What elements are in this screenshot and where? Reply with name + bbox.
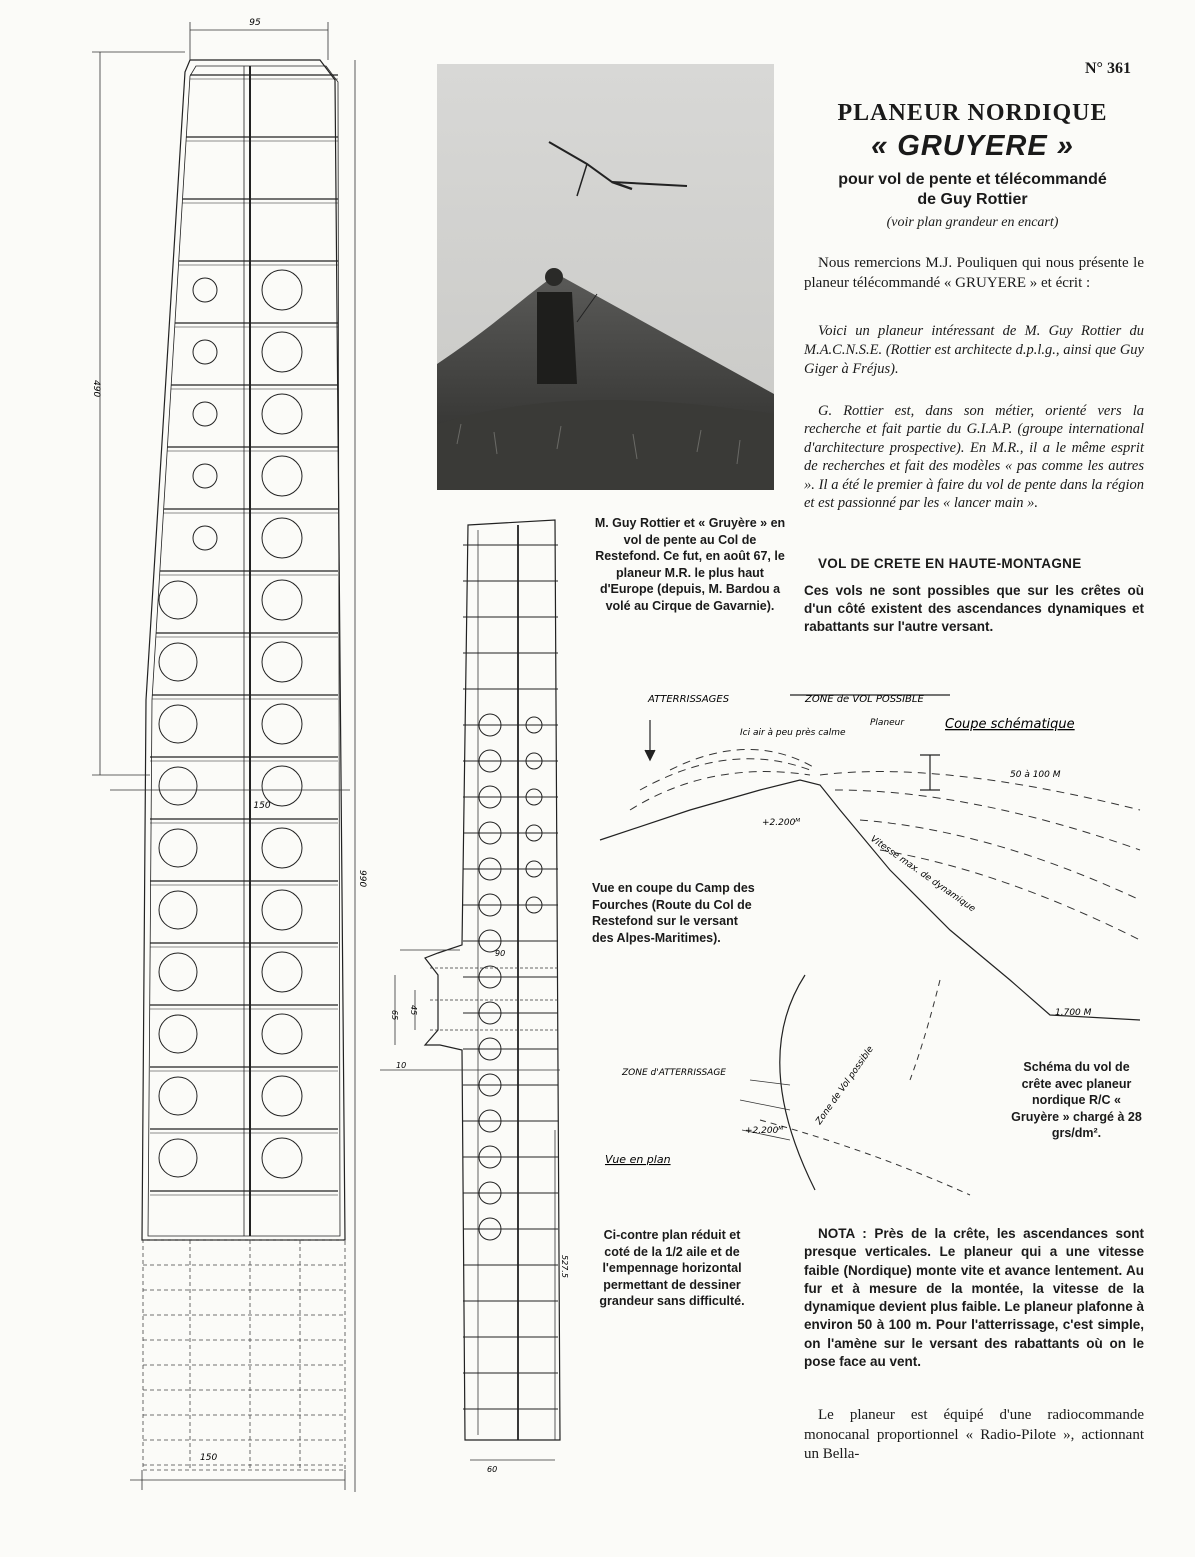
lightening-hole <box>159 1015 197 1053</box>
italic-paragraph-1: Voici un planeur intéressant de M. Guy Rottier du M.A.C.N.S.E. (Rottier est architecte d.p.l.g., ainsi que Guy Giger à Fréjus). <box>804 323 1144 377</box>
label-vue-plan: Vue en plan <box>605 1153 671 1166</box>
issue-number: N° 361 <box>1085 60 1131 77</box>
label-alt-2200-b: +2.200ᴹ <box>745 1126 784 1136</box>
label-alt-1700: 1.700 M <box>1055 1008 1092 1018</box>
dim-527: 527.5 <box>560 1255 569 1278</box>
lightening-hole <box>262 642 302 682</box>
italic-paragraph-2: G. Rottier est, dans son métier, orienté vers la recherche et fait partie du G.I.A.P. (groupe international d'architecture prospective). En M.R., il a le même esprit de recherches et fait des modèles « pas comme les autres ». Il a été le premier à faire du vol de pente dans la région et est passionné par les « lancer main ». <box>804 403 1144 512</box>
plan-caption: Ci-contre plan réduit et coté de la 1/2 aile et de l'empennage horizontal permettant de dessiner grandeur sans difficulté. <box>599 1228 745 1308</box>
lightening-hole <box>193 340 217 364</box>
lightening-hole <box>193 278 217 302</box>
lightening-hole <box>193 526 217 550</box>
subtitle-line-1: pour vol de pente et télécommandé <box>838 171 1107 188</box>
lightening-hole <box>262 518 302 558</box>
label-alt-2200: +2.200ᴹ <box>762 818 801 828</box>
closing-paragraph: Le planeur est équipé d'une radiocommande monocanal proportionnel « Radio-Pilote », actionnant un Bella- <box>804 1407 1144 1462</box>
lightening-hole <box>262 456 302 496</box>
ridge-arc <box>780 975 815 1190</box>
section-body: Ces vols ne sont possibles que sur les crêtes où d'un côté existent des ascendances dynamiques et rabattants sur l'autre versant. <box>804 583 1144 634</box>
lightening-hole <box>262 270 302 310</box>
lightening-hole <box>262 394 302 434</box>
section-heading: VOL DE CRETE EN HAUTE-MONTAGNE <box>818 556 1082 571</box>
article-subtitle <box>800 170 1145 210</box>
lightening-hole <box>262 704 302 744</box>
label-coupe: Coupe schématique <box>945 717 1075 732</box>
intro-paragraph: Nous remercions M.J. Pouliquen qui nous présente le planeur télécommandé « GRUYERE » et écrit : <box>804 255 1144 291</box>
lightening-hole <box>262 952 302 992</box>
coupe-caption: Vue en coupe du Camp des Fourches (Route du Col de Restefond sur le versant des Alpes-Maritimes). <box>592 881 755 945</box>
lightening-hole <box>159 705 197 743</box>
lightening-hole <box>262 828 302 868</box>
article-title: PLANEUR NORDIQUE <box>837 100 1108 126</box>
label-zone-atterrissage: ZONE d'ATTERRISSAGE <box>622 1068 726 1078</box>
subtitle-line-2: de Guy Rottier <box>917 191 1028 208</box>
wing-outline <box>142 60 345 1240</box>
lightening-hole <box>193 464 217 488</box>
label-zone-vol-possible: Zone de Vol possible <box>814 1044 876 1127</box>
lightening-hole <box>159 953 197 991</box>
dim-10: 10 <box>396 1061 407 1070</box>
lightening-hole <box>262 332 302 372</box>
lightening-hole <box>262 890 302 930</box>
label-vitesse: Vitesse max. de dynamique <box>868 834 977 915</box>
lightening-hole <box>159 1077 197 1115</box>
dim-60: 60 <box>487 1465 498 1474</box>
nota-paragraph: NOTA : Près de la crête, les ascendances sont presque verticales. Le planeur qui a une vitesse faible (Nordique) monte vite et avance lentement. Au fur et à mesure de la montée, la vitesse de la dynamique devient plus faible. Le planeur plafonne à environ 50 à 100 m. Pour l'atterrissage, c'est simple, on l'amène sur le versant des rabattants où on le pose face au vent. <box>804 1226 1144 1370</box>
glider-name: « GRUYERE » <box>871 130 1074 162</box>
label-zone-vol: ZONE de VOL POSSIBLE <box>805 694 924 705</box>
dim-990: 990 <box>357 870 367 888</box>
label-planeur: Planeur <box>870 718 905 728</box>
plan-view-sketch <box>590 960 1010 1200</box>
lightening-hole <box>159 1139 197 1177</box>
lightening-hole <box>159 643 197 681</box>
schema-caption: Schéma du vol de crête avec planeur nordique R/C « Gruyère » chargé à 28 grs/dm². <box>1011 1060 1142 1140</box>
dim-90: 90 <box>495 949 506 958</box>
label-ici-air: Ici air à peu près calme <box>740 728 846 738</box>
lightening-hole <box>262 1014 302 1054</box>
photo-caption: M. Guy Rottier et « Gruyère » en vol de pente au Col de Restefond. Ce fut, en août 67, le planeur M.R. le plus haut d'Europe (depuis, M. Bardou a volé au Cirque de Gavarnie). <box>594 516 786 613</box>
lightening-hole <box>159 891 197 929</box>
dim-45: 45 <box>409 1005 418 1016</box>
tail-outline <box>425 520 560 1440</box>
lightening-hole <box>159 829 197 867</box>
lightening-hole <box>262 1138 302 1178</box>
dim-65: 65 <box>390 1010 399 1021</box>
lightening-hole <box>262 1076 302 1116</box>
lightening-hole <box>262 766 302 806</box>
subtitle-note: (voir plan grandeur en encart) <box>886 215 1059 230</box>
dim-150-bottom: 150 <box>200 1453 218 1463</box>
label-alt-range: 50 à 100 M <box>1010 770 1061 780</box>
lightening-hole <box>159 767 197 805</box>
lightening-hole <box>159 581 197 619</box>
lightening-hole <box>193 402 217 426</box>
label-atterrissages: ATTERRISSAGES <box>648 694 730 705</box>
glider-photo <box>437 64 774 490</box>
dim-150-rib: 150 <box>253 801 271 811</box>
dim-95: 95 <box>249 18 261 28</box>
dim-490: 490 <box>91 380 101 398</box>
lightening-hole <box>262 580 302 620</box>
